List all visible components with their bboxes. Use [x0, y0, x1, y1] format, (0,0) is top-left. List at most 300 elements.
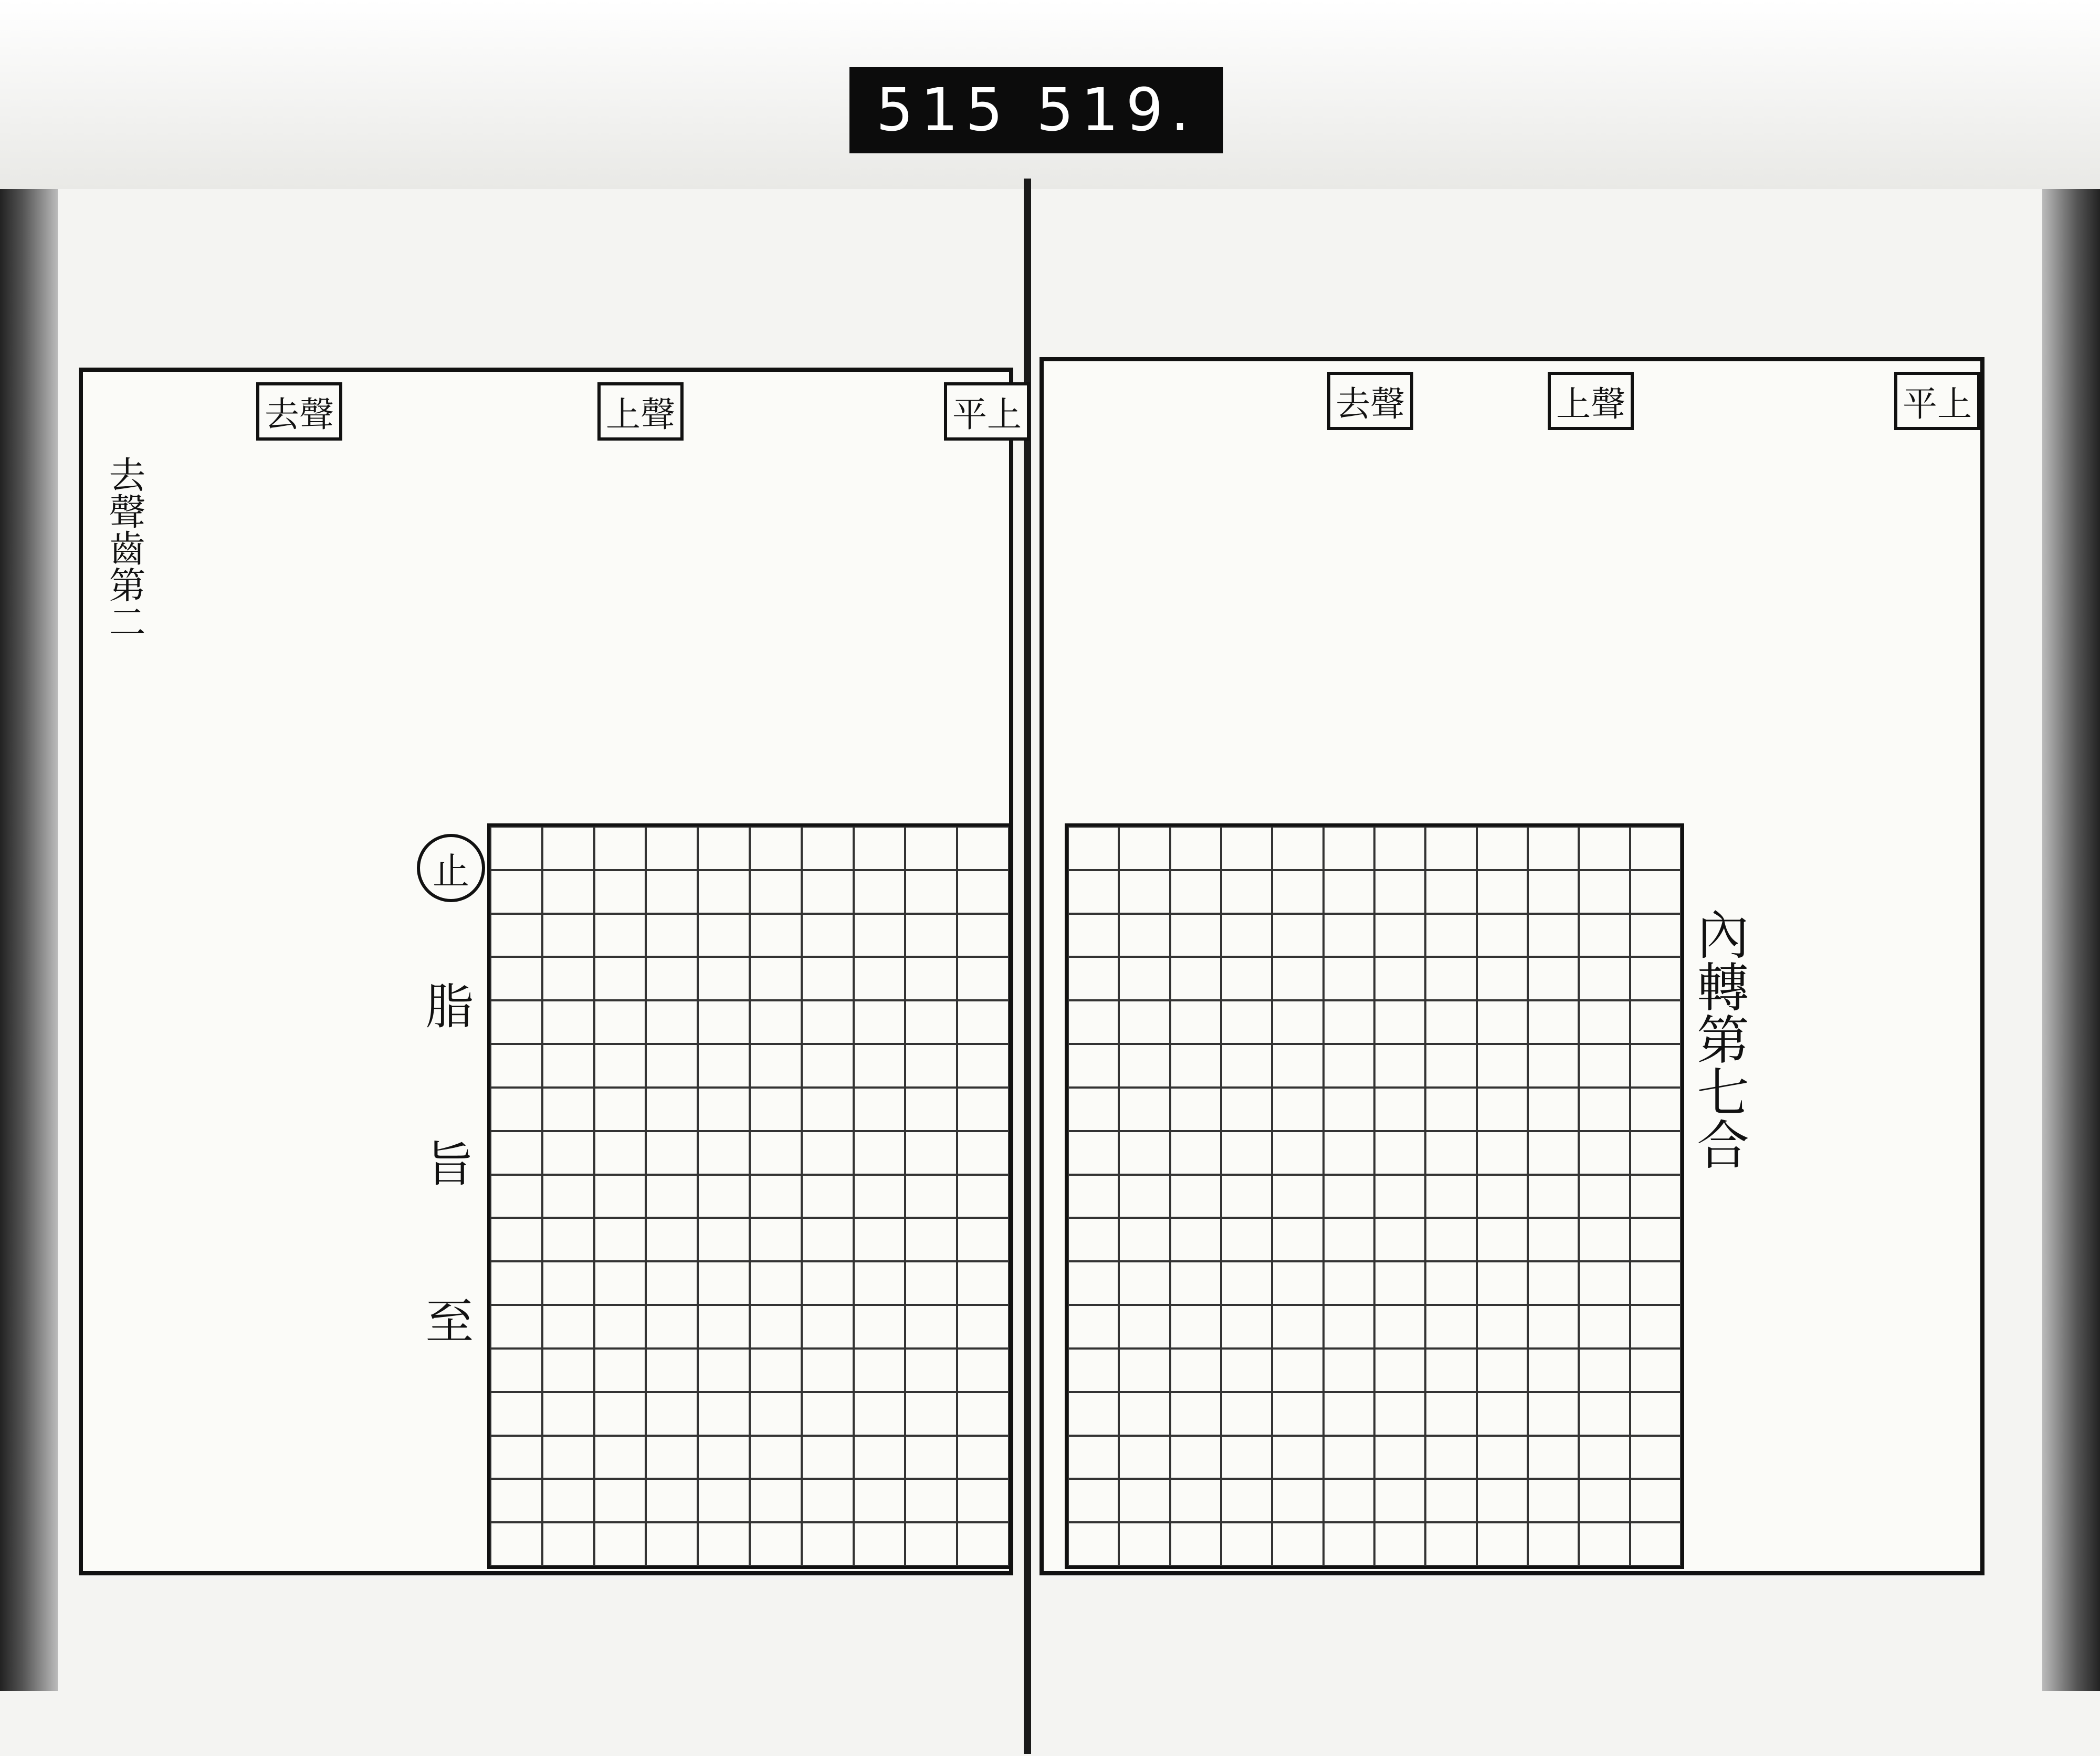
- table-cell: [1579, 1131, 1630, 1175]
- table-cell: [1170, 1261, 1221, 1305]
- table-cell: [957, 1175, 1009, 1218]
- table-cell: [1374, 1175, 1425, 1218]
- table-cell: [1579, 1349, 1630, 1392]
- table-cell: [1477, 827, 1528, 870]
- table-cell: [1221, 1044, 1272, 1088]
- table-cell: [1272, 1000, 1323, 1044]
- table-cell: [1324, 1261, 1374, 1305]
- table-cell: [854, 1392, 906, 1436]
- table-cell: [698, 1175, 750, 1218]
- table-cell: [1119, 1088, 1170, 1131]
- table-cell: [1630, 1261, 1681, 1305]
- table-cell: [1221, 827, 1272, 870]
- table-cell: [750, 870, 802, 914]
- table-cell: [1528, 957, 1579, 1000]
- table-cell: [957, 914, 1009, 957]
- table-cell: [698, 957, 750, 1000]
- table-cell: [594, 914, 646, 957]
- table-cell: [1170, 1175, 1221, 1218]
- table-cell: [1170, 1131, 1221, 1175]
- table-cell: [802, 914, 854, 957]
- table-cell: [1579, 914, 1630, 957]
- table-cell: [1579, 1436, 1630, 1479]
- table-cell: [1221, 1175, 1272, 1218]
- table-cell: [1068, 827, 1119, 870]
- table-cell: [542, 1261, 594, 1305]
- table-cell: [1119, 1436, 1170, 1479]
- table-cell: [905, 1261, 957, 1305]
- table-cell: [1272, 1522, 1323, 1566]
- table-cell: [905, 1436, 957, 1479]
- table-cell: [802, 1044, 854, 1088]
- table-cell: [1221, 1000, 1272, 1044]
- table-cell: [594, 1131, 646, 1175]
- table-cell: [490, 1479, 542, 1522]
- table-cell: [1221, 870, 1272, 914]
- table-cell: [802, 1392, 854, 1436]
- table-cell: [1630, 1522, 1681, 1566]
- table-cell: [1119, 1392, 1170, 1436]
- table-cell: [1374, 1044, 1425, 1088]
- table-cell: [802, 870, 854, 914]
- table-cell: [1630, 1175, 1681, 1218]
- table-cell: [1528, 1392, 1579, 1436]
- table-cell: [1630, 1349, 1681, 1392]
- table-cell: [1630, 1044, 1681, 1088]
- table-cell: [1119, 1261, 1170, 1305]
- table-cell: [957, 1044, 1009, 1088]
- table-cell: [490, 1175, 542, 1218]
- table-cell: [750, 1479, 802, 1522]
- table-cell: [750, 1261, 802, 1305]
- table-cell: [1374, 1261, 1425, 1305]
- table-cell: [698, 1261, 750, 1305]
- table-cell: [1425, 1000, 1476, 1044]
- table-cell: [1579, 1218, 1630, 1261]
- table-cell: [646, 1305, 698, 1349]
- table-cell: [1068, 1088, 1119, 1131]
- table-cell: [1119, 1000, 1170, 1044]
- table-cell: [1477, 914, 1528, 957]
- table-cell: [1221, 1436, 1272, 1479]
- table-cell: [490, 870, 542, 914]
- rhyme-table-right: [1065, 823, 1684, 1569]
- table-cell: [1272, 1349, 1323, 1392]
- table-cell: [1272, 1479, 1323, 1522]
- table-cell: [490, 1392, 542, 1436]
- table-cell: [542, 1044, 594, 1088]
- table-cell: [646, 914, 698, 957]
- table-cell: [750, 1349, 802, 1392]
- table-cell: [594, 1436, 646, 1479]
- table-cell: [698, 1479, 750, 1522]
- table-cell: [1477, 1218, 1528, 1261]
- table-cell: [1272, 1044, 1323, 1088]
- table-cell: [1374, 957, 1425, 1000]
- table-cell: [1068, 1218, 1119, 1261]
- table-cell: [594, 957, 646, 1000]
- table-cell: [1068, 870, 1119, 914]
- table-cell: [1170, 1479, 1221, 1522]
- table-cell: [594, 1175, 646, 1218]
- table-cell: [646, 1000, 698, 1044]
- table-cell: [1425, 1175, 1476, 1218]
- table-cell: [1630, 1305, 1681, 1349]
- table-cell: [542, 1000, 594, 1044]
- table-cell: [646, 1522, 698, 1566]
- table-cell: [1119, 1349, 1170, 1392]
- table-cell: [594, 1088, 646, 1131]
- table-cell: [1425, 1479, 1476, 1522]
- table-cell: [1630, 1479, 1681, 1522]
- table-cell: [490, 1436, 542, 1479]
- table-cell: [1324, 1088, 1374, 1131]
- table-cell: [542, 870, 594, 914]
- table-cell: [802, 1261, 854, 1305]
- table-cell: [698, 1522, 750, 1566]
- table-cell: [1630, 1131, 1681, 1175]
- table-cell: [1528, 1218, 1579, 1261]
- table-cell: [698, 1305, 750, 1349]
- table-cell: [1272, 914, 1323, 957]
- table-cell: [802, 1479, 854, 1522]
- table-cell: [646, 827, 698, 870]
- table-cell: [542, 1522, 594, 1566]
- table-cell: [957, 1131, 1009, 1175]
- table-cell: [905, 957, 957, 1000]
- table-cell: [854, 1522, 906, 1566]
- table-cell: [646, 1088, 698, 1131]
- table-cell: [1170, 870, 1221, 914]
- table-cell: [1272, 1261, 1323, 1305]
- book-edge-left: [0, 189, 58, 1691]
- table-cell: [594, 1305, 646, 1349]
- table-cell: [1068, 1175, 1119, 1218]
- table-cell: [646, 870, 698, 914]
- table-cell: [1170, 1218, 1221, 1261]
- table-cell: [1425, 1088, 1476, 1131]
- table-cell: [1119, 1522, 1170, 1566]
- table-cell: [490, 1218, 542, 1261]
- table-cell: [490, 827, 542, 870]
- table-cell: [750, 1522, 802, 1566]
- table-cell: [957, 1349, 1009, 1392]
- table-cell: [1221, 1218, 1272, 1261]
- rhyme-table-left: [487, 823, 1012, 1569]
- table-cell: [646, 1261, 698, 1305]
- table-cell: [1374, 1305, 1425, 1349]
- table-cell: [1272, 1218, 1323, 1261]
- table-cell: [646, 1131, 698, 1175]
- table-cell: [802, 1436, 854, 1479]
- table-cell: [957, 1088, 1009, 1131]
- table-cell: [957, 870, 1009, 914]
- table-cell: [542, 1479, 594, 1522]
- table-cell: [1119, 1305, 1170, 1349]
- table-cell: [854, 1305, 906, 1349]
- table-cell: [698, 1044, 750, 1088]
- table-cell: [854, 1436, 906, 1479]
- table-cell: [905, 1088, 957, 1131]
- table-cell: [1272, 827, 1323, 870]
- table-cell: [1630, 1088, 1681, 1131]
- table-cell: [1425, 1261, 1476, 1305]
- table-label-circled: 止: [417, 834, 485, 902]
- table-cell: [698, 1349, 750, 1392]
- table-cell: [1272, 1392, 1323, 1436]
- table-cell: [698, 1392, 750, 1436]
- table-cell: [905, 914, 957, 957]
- table-cell: [1630, 1392, 1681, 1436]
- table-cell: [1477, 1305, 1528, 1349]
- table-cell: [1528, 1436, 1579, 1479]
- table-cell: [490, 1131, 542, 1175]
- table-cell: [1425, 1044, 1476, 1088]
- row-label-3: 至: [417, 1296, 474, 1344]
- table-cell: [490, 914, 542, 957]
- table-cell: [1528, 1479, 1579, 1522]
- table-cell: [1528, 914, 1579, 957]
- table-cell: [1630, 1436, 1681, 1479]
- table-cell: [802, 1088, 854, 1131]
- table-cell: [750, 914, 802, 957]
- table-cell: [542, 1218, 594, 1261]
- table-cell: [1119, 1175, 1170, 1218]
- left-tone-label-1: 平上: [944, 382, 1030, 441]
- table-cell: [1170, 1088, 1221, 1131]
- table-cell: [1528, 1088, 1579, 1131]
- table-cell: [854, 1088, 906, 1131]
- page-number-label: 515 519.: [849, 67, 1223, 153]
- table-cell: [1630, 1000, 1681, 1044]
- table-cell: [1528, 1349, 1579, 1392]
- table-cell: [1221, 1305, 1272, 1349]
- table-cell: [1579, 1088, 1630, 1131]
- table-cell: [750, 1044, 802, 1088]
- table-cell: [1425, 870, 1476, 914]
- table-cell: [1579, 1305, 1630, 1349]
- table-cell: [1324, 1522, 1374, 1566]
- table-cell: [542, 914, 594, 957]
- table-cell: [957, 1392, 1009, 1436]
- table-cell: [1324, 1044, 1374, 1088]
- table-cell: [1068, 1479, 1119, 1522]
- table-cell: [1272, 1175, 1323, 1218]
- table-cell: [594, 1392, 646, 1436]
- table-cell: [1477, 1436, 1528, 1479]
- table-cell: [1579, 1522, 1630, 1566]
- table-cell: [1425, 1349, 1476, 1392]
- table-cell: [1374, 1131, 1425, 1175]
- table-cell: [1425, 1218, 1476, 1261]
- table-cell: [1119, 957, 1170, 1000]
- table-cell: [1221, 1088, 1272, 1131]
- table-cell: [1528, 1044, 1579, 1088]
- table-cell: [750, 957, 802, 1000]
- table-cell: [1324, 1000, 1374, 1044]
- table-cell: [802, 1131, 854, 1175]
- table-cell: [1374, 914, 1425, 957]
- table-cell: [1630, 914, 1681, 957]
- table-cell: [490, 1305, 542, 1349]
- table-cell: [1170, 1000, 1221, 1044]
- table-cell: [1272, 1305, 1323, 1349]
- table-cell: [1579, 957, 1630, 1000]
- table-cell: [854, 1044, 906, 1088]
- table-cell: [905, 870, 957, 914]
- table-cell: [905, 1044, 957, 1088]
- table-cell: [1272, 870, 1323, 914]
- left-footnote: 去聲齒第二: [103, 456, 146, 640]
- row-label-1: 脂: [417, 981, 474, 1029]
- table-cell: [1374, 870, 1425, 914]
- table-cell: [1374, 1349, 1425, 1392]
- table-cell: [594, 1000, 646, 1044]
- table-cell: [750, 827, 802, 870]
- table-cell: [1374, 1088, 1425, 1131]
- table-cell: [1272, 1436, 1323, 1479]
- table-cell: [1579, 870, 1630, 914]
- table-cell: [1119, 1218, 1170, 1261]
- table-cell: [1630, 957, 1681, 1000]
- table-cell: [905, 1000, 957, 1044]
- table-cell: [1374, 1522, 1425, 1566]
- table-cell: [1425, 827, 1476, 870]
- table-cell: [905, 1479, 957, 1522]
- table-cell: [905, 827, 957, 870]
- table-cell: [1221, 1131, 1272, 1175]
- table-cell: [698, 1436, 750, 1479]
- right-tone-label-3: 去聲: [1327, 372, 1413, 430]
- table-cell: [1425, 957, 1476, 1000]
- table-cell: [1068, 1044, 1119, 1088]
- table-cell: [542, 1305, 594, 1349]
- table-cell: [1221, 957, 1272, 1000]
- table-cell: [802, 1522, 854, 1566]
- table-cell: [1374, 1479, 1425, 1522]
- table-cell: [1477, 1349, 1528, 1392]
- table-cell: [1579, 1044, 1630, 1088]
- table-cell: [854, 1131, 906, 1175]
- table-cell: [1579, 1175, 1630, 1218]
- table-cell: [646, 957, 698, 1000]
- table-cell: [698, 914, 750, 957]
- table-cell: [594, 1522, 646, 1566]
- table-cell: [1221, 1392, 1272, 1436]
- table-cell: [750, 1305, 802, 1349]
- table-cell: [542, 1392, 594, 1436]
- table-cell: [957, 1522, 1009, 1566]
- table-cell: [1528, 1522, 1579, 1566]
- table-cell: [1579, 1392, 1630, 1436]
- table-cell: [1528, 1131, 1579, 1175]
- table-cell: [1425, 1131, 1476, 1175]
- table-cell: [1324, 1131, 1374, 1175]
- left-tone-label-3: 去聲: [256, 382, 342, 441]
- table-cell: [1477, 1044, 1528, 1088]
- table-cell: [802, 1349, 854, 1392]
- table-cell: [490, 1000, 542, 1044]
- table-cell: [1528, 827, 1579, 870]
- table-cell: [1477, 1088, 1528, 1131]
- table-cell: [750, 1392, 802, 1436]
- table-cell: [646, 1436, 698, 1479]
- table-cell: [957, 1218, 1009, 1261]
- table-cell: [1579, 827, 1630, 870]
- table-cell: [698, 1088, 750, 1131]
- table-cell: [490, 1522, 542, 1566]
- table-cell: [854, 1175, 906, 1218]
- table-cell: [1630, 870, 1681, 914]
- table-cell: [1630, 1218, 1681, 1261]
- table-cell: [750, 1000, 802, 1044]
- table-cell: [698, 1000, 750, 1044]
- table-cell: [905, 1522, 957, 1566]
- table-cell: [957, 1436, 1009, 1479]
- table-cell: [1272, 957, 1323, 1000]
- table-cell: [1477, 1175, 1528, 1218]
- row-label-2: 旨: [417, 1138, 474, 1187]
- table-cell: [542, 1088, 594, 1131]
- table-cell: [1068, 1261, 1119, 1305]
- table-cell: [854, 870, 906, 914]
- table-cell: [1374, 1218, 1425, 1261]
- table-cell: [1119, 1479, 1170, 1522]
- table-cell: [1579, 1261, 1630, 1305]
- table-cell: [594, 1261, 646, 1305]
- right-tone-label-1: 平上: [1894, 372, 1980, 430]
- table-cell: [1324, 1349, 1374, 1392]
- table-cell: [854, 1261, 906, 1305]
- table-cell: [698, 1131, 750, 1175]
- table-cell: [542, 1436, 594, 1479]
- table-cell: [1374, 1392, 1425, 1436]
- table-cell: [594, 1349, 646, 1392]
- table-cell: [1170, 1305, 1221, 1349]
- table-cell: [542, 1131, 594, 1175]
- table-cell: [1170, 827, 1221, 870]
- table-cell: [1528, 1175, 1579, 1218]
- table-cell: [854, 1349, 906, 1392]
- table-cell: [1068, 1522, 1119, 1566]
- table-cell: [1068, 914, 1119, 957]
- table-cell: [957, 957, 1009, 1000]
- table-cell: [1221, 914, 1272, 957]
- table-cell: [542, 827, 594, 870]
- right-page: [1040, 357, 1984, 1575]
- table-cell: [698, 827, 750, 870]
- table-cell: [1528, 870, 1579, 914]
- table-cell: [1477, 1261, 1528, 1305]
- table-cell: [1170, 914, 1221, 957]
- table-cell: [905, 1175, 957, 1218]
- table-cell: [905, 1131, 957, 1175]
- table-cell: [1477, 1522, 1528, 1566]
- right-tone-label-2: 上聲: [1548, 372, 1634, 430]
- table-cell: [594, 1218, 646, 1261]
- table-cell: [1374, 827, 1425, 870]
- table-cell: [646, 1392, 698, 1436]
- table-cell: [1477, 1392, 1528, 1436]
- table-cell: [1170, 1349, 1221, 1392]
- table-cell: [1477, 1000, 1528, 1044]
- table-cell: [1477, 957, 1528, 1000]
- table-cell: [1425, 914, 1476, 957]
- table-cell: [490, 1349, 542, 1392]
- table-cell: [698, 870, 750, 914]
- table-cell: [1579, 1000, 1630, 1044]
- table-cell: [1068, 1349, 1119, 1392]
